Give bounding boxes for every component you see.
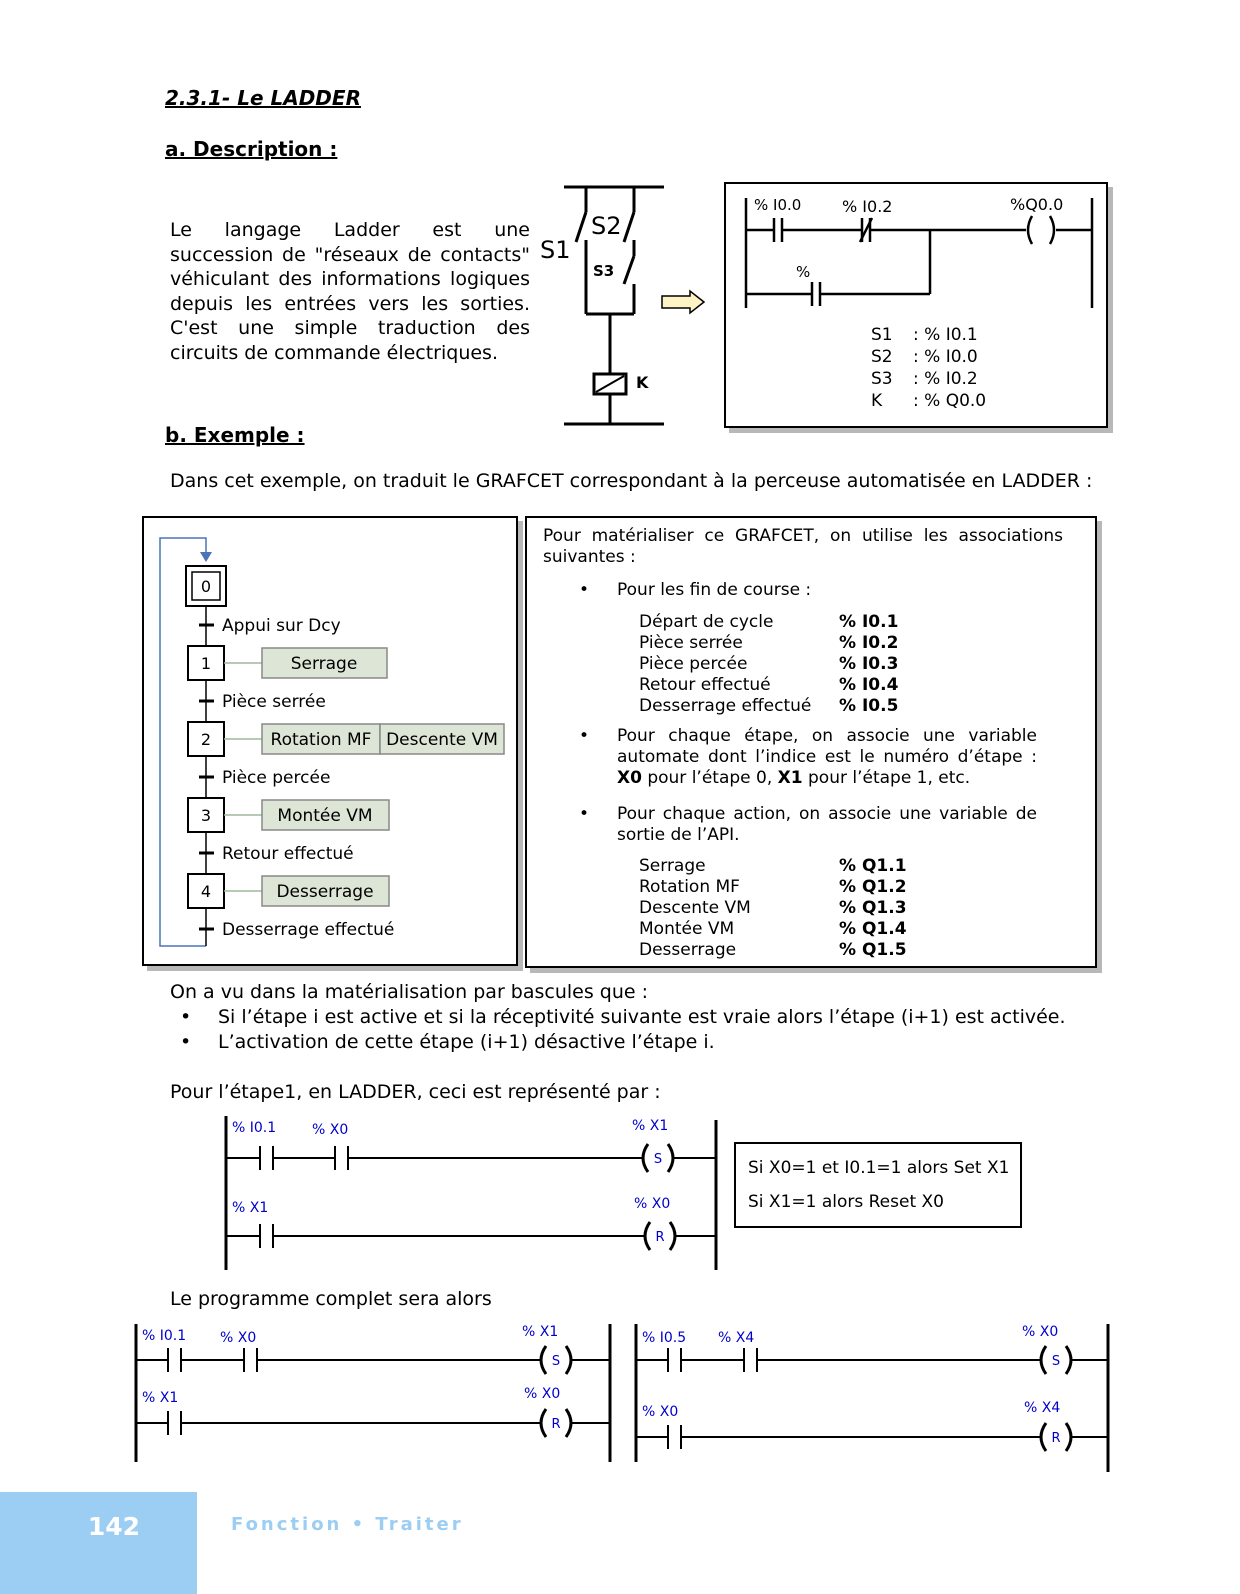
table-cell: Pièce serrée — [639, 633, 743, 653]
step1-intro: Pour l’étape1, en LADDER, ceci est représenté par : — [170, 1081, 661, 1103]
table-row — [639, 877, 907, 898]
table-row — [639, 675, 898, 696]
list-item — [170, 1030, 1066, 1055]
grafcet-action-montee: Montée VM — [277, 806, 373, 826]
coil-reset-label: R — [655, 1230, 665, 1245]
table-cell: % I0.2 — [839, 633, 899, 653]
table-cell: Descente VM — [639, 898, 751, 918]
coil-reset-label: R — [551, 1417, 561, 1432]
mapping-value: : % I0.0 — [913, 347, 978, 367]
table-cell: % I0.5 — [839, 696, 899, 716]
outputs-table — [639, 856, 907, 961]
coil-x1-label: % X1 — [632, 1118, 669, 1134]
program-ladder-left — [132, 1322, 622, 1464]
table-cell: % Q1.5 — [839, 940, 907, 960]
contact-x1-label: % X1 — [142, 1390, 179, 1406]
associations-intro: Pour matérialiser ce GRAFCET, on utilise les associations suivantes : — [543, 526, 1063, 567]
associations-bullet-1: Pour les fin de course : — [617, 580, 812, 600]
contact-x4-label: % X4 — [718, 1330, 755, 1346]
coil-set-label: S — [551, 1354, 561, 1369]
coil-set-label: S — [653, 1152, 663, 1167]
grafcet-box — [142, 516, 518, 966]
circuit-label-k: K — [636, 373, 649, 392]
contact-x1-label: % X1 — [232, 1200, 269, 1216]
mapping-row — [871, 346, 986, 368]
mapping-row — [871, 324, 986, 346]
mapping-name: K — [871, 391, 883, 411]
table-cell: Serrage — [639, 856, 706, 876]
grafcet-action-desserrage: Desserrage — [276, 882, 374, 902]
grafcet-step-4: 4 — [200, 882, 212, 901]
bullet-2-x0: X0 — [617, 768, 642, 788]
associations-box — [525, 516, 1097, 968]
description-paragraph: Le langage Ladder est une succession de "réseaux de contacts" véhiculant des informations logiques depuis les entrées vers les sorties. C'est une simple traduction des circuits de commande électriques. — [170, 219, 530, 364]
bascules-section — [170, 980, 1066, 1055]
step1-info-box — [734, 1142, 1022, 1228]
mapping-value: : % I0.2 — [913, 369, 978, 389]
coil-set-label: S — [1051, 1354, 1061, 1369]
grafcet-step-0: 0 — [200, 577, 212, 596]
mapping-row — [871, 390, 986, 412]
ladder-contact-i02-label: % I0.2 — [842, 197, 893, 216]
grafcet-step-2: 2 — [200, 730, 212, 749]
table-cell: Départ de cycle — [639, 612, 774, 632]
table-cell: % I0.3 — [839, 654, 899, 674]
table-row — [639, 919, 907, 940]
table-row — [639, 654, 898, 675]
contact-x0-label: % X0 — [312, 1122, 349, 1138]
table-row — [639, 898, 907, 919]
mapping-name: S1 — [871, 325, 893, 345]
table-cell: % I0.1 — [839, 612, 899, 632]
grafcet-transition: Pièce serrée — [222, 692, 326, 712]
table-cell: % Q1.3 — [839, 898, 907, 918]
ladder-coil-q00-label: %Q0.0 — [1010, 195, 1064, 214]
footer-function: Fonction • Traiter — [231, 1514, 464, 1535]
coil-x0-label: % X0 — [1022, 1324, 1059, 1340]
mapping-value: : % I0.1 — [913, 325, 978, 345]
table-row — [639, 856, 907, 877]
grafcet-step-1: 1 — [200, 654, 212, 673]
table-row — [639, 940, 907, 961]
list-item — [170, 1005, 1066, 1030]
contact-x0-label: % X0 — [642, 1404, 679, 1420]
coil-x0-label: % X0 — [524, 1386, 561, 1402]
grafcet-transition: Appui sur Dcy — [222, 616, 341, 636]
bullet-2-text-a: Pour chaque étape, on associe une variable automate dont l’indice est le numéro d’étape : — [617, 726, 1037, 767]
end-switch-table — [639, 612, 898, 717]
bullet-icon: • — [579, 580, 590, 600]
table-cell: Desserrage — [639, 940, 737, 960]
info-line: Si X1=1 alors Reset X0 — [748, 1192, 944, 1212]
table-cell: % Q1.2 — [839, 877, 907, 897]
circuit-label-s2: S2 — [591, 212, 622, 240]
ladder-translation-box — [724, 182, 1108, 428]
mapping-name: S2 — [871, 347, 893, 367]
grafcet-action-rotation: Rotation MF — [270, 730, 372, 750]
bullet-2-x1: X1 — [777, 768, 803, 788]
coil-reset-label: R — [1051, 1431, 1061, 1446]
grafcet-transition: Pièce percée — [222, 768, 331, 788]
info-line: Si X0=1 et I0.1=1 alors Set X1 — [748, 1158, 1010, 1178]
contact-i01-label: % I0.1 — [232, 1120, 277, 1136]
bullet-icon: • — [180, 1031, 192, 1053]
table-cell: Pièce percée — [639, 654, 748, 674]
table-row — [639, 633, 898, 654]
description-heading: a. Description : — [165, 137, 338, 161]
circuit-label-s1: S1 — [540, 236, 571, 264]
page-number: 142 — [87, 1512, 140, 1541]
grafcet-action-serrage: Serrage — [290, 654, 358, 674]
associations-bullet-3: Pour chaque action, on associe une variable de sortie de l’API. — [617, 804, 1037, 845]
program-intro: Le programme complet sera alors — [170, 1288, 492, 1310]
electrical-circuit-diagram — [540, 180, 680, 430]
circuit-label-s3: S3 — [593, 262, 615, 280]
contact-i05-label: % I0.5 — [642, 1330, 687, 1346]
coil-x0-label: % X0 — [634, 1196, 671, 1212]
example-heading: b. Exemple : — [165, 423, 305, 447]
program-ladder-right — [632, 1322, 1112, 1474]
ladder-contact-i00-label: % I0.0 — [754, 196, 802, 214]
table-cell: % I0.4 — [839, 675, 899, 695]
list-item-text: L’activation de cette étape (i+1) désactive l’étape i. — [218, 1031, 715, 1053]
bascules-intro: On a vu dans la matérialisation par bascules que : — [170, 981, 649, 1003]
table-cell: Retour effectué — [639, 675, 771, 695]
ladder-contact-extra-label: % — [796, 263, 811, 281]
table-row — [639, 612, 898, 633]
mapping-value: : % Q0.0 — [913, 391, 987, 411]
bullet-2-text-b: pour l’étape 0, — [641, 768, 778, 788]
table-cell: Rotation MF — [639, 877, 740, 897]
table-cell: % Q1.4 — [839, 919, 907, 939]
bullet-2-text-c: pour l’étape 1, etc. — [802, 768, 971, 788]
grafcet-transition: Retour effectué — [222, 844, 354, 864]
table-row — [639, 696, 898, 717]
arrow-right-icon — [660, 289, 710, 315]
grafcet-step-3: 3 — [200, 806, 212, 825]
step1-ladder-diagram — [220, 1112, 730, 1274]
table-cell: Montée VM — [639, 919, 735, 939]
grafcet-transition: Desserrage effectué — [222, 920, 395, 940]
bullet-icon: • — [579, 804, 590, 824]
example-intro: Dans cet exemple, on traduit le GRAFCET correspondant à la perceuse automatisée en LADDER : — [170, 470, 1093, 492]
section-title: 2.3.1- Le LADDER — [165, 86, 361, 110]
contact-i01-label: % I0.1 — [142, 1328, 187, 1344]
list-item-text: Si l’étape i est active et si la réceptivité suivante est vraie alors l’étape (i+1) est activée. — [218, 1006, 1066, 1028]
contact-x0-label: % X0 — [220, 1330, 257, 1346]
grafcet-diagram — [144, 518, 516, 964]
grafcet-action-descente: Descente VM — [386, 730, 498, 750]
bullet-icon: • — [579, 726, 590, 746]
footer-page-tab — [0, 1492, 197, 1594]
mapping-row — [871, 368, 986, 390]
coil-x4-label: % X4 — [1024, 1400, 1061, 1416]
associations-bullet-2 — [617, 726, 1037, 789]
bullet-icon: • — [180, 1006, 192, 1028]
table-cell: % Q1.1 — [839, 856, 907, 876]
coil-x1-label: % X1 — [522, 1324, 559, 1340]
mapping-list — [871, 324, 986, 412]
mapping-name: S3 — [871, 369, 893, 389]
table-cell: Desserrage effectué — [639, 696, 812, 716]
